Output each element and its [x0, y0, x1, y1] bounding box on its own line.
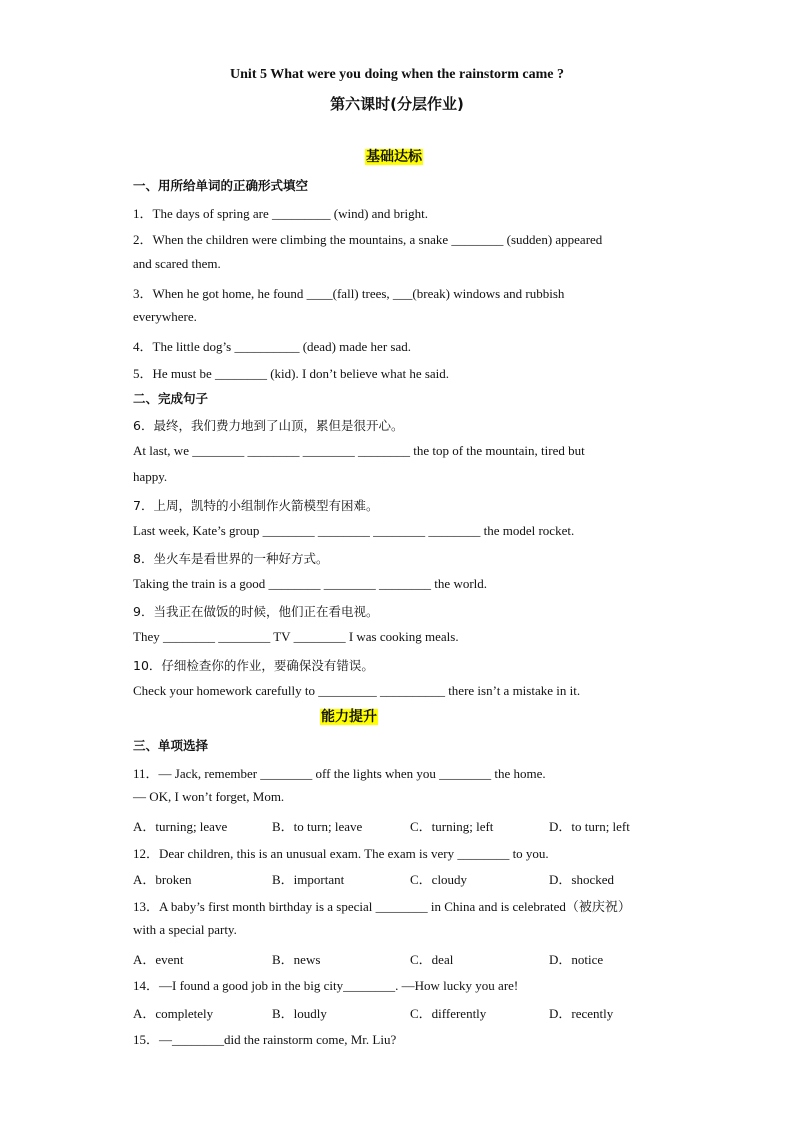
question-8: Taking the train is a good ________ ________ ________ the world. [133, 576, 488, 591]
question-2-cont: and scared them. [133, 256, 221, 271]
question-11: 11．— Jack, remember ________ off the lights when you ________ the home. [133, 766, 546, 781]
question-13-options [0, 949, 794, 967]
option-a[interactable]: A．broken [133, 872, 192, 887]
question-13: 13．A baby’s first month birthday is a special ________ in China and is celebrated（被庆祝） [133, 899, 631, 914]
question-6-cont: happy. [133, 469, 168, 484]
section-badge-advanced [320, 706, 378, 726]
section-heading-complete-sentences: 二、完成句子 [133, 391, 209, 406]
question-13-cont: with a special party. [133, 922, 237, 937]
document-subtitle: 第六课时(分层作业) [330, 95, 464, 113]
badge-basic-label: 基础达标 [366, 149, 422, 165]
option-a[interactable]: A．event [133, 952, 184, 967]
section-badge-basic [365, 146, 423, 166]
question-12-options [0, 869, 794, 887]
question-1: 1．The days of spring are _________ (wind) and bright. [133, 206, 428, 221]
question-14-options [0, 1003, 794, 1021]
option-a[interactable]: A．completely [133, 1006, 214, 1021]
question-4: 4．The little dog’s __________ (dead) made her sad. [133, 339, 411, 354]
option-d[interactable]: D．recently [549, 1006, 614, 1021]
section-heading-multiple-choice: 三、单项选择 [133, 738, 209, 753]
option-c[interactable]: C．turning; left [410, 819, 494, 834]
question-11-options [0, 816, 794, 834]
option-d[interactable]: D．to turn; left [549, 819, 630, 834]
question-14: 14．—I found a good job in the big city________. —How lucky you are! [133, 978, 519, 993]
question-11-cont: — OK, I won’t forget, Mom. [133, 789, 285, 804]
question-12: 12．Dear children, this is an unusual exam. The exam is very ________ to you. [133, 846, 549, 861]
question-2: 2．When the children were climbing the mountains, a snake ________ (sudden) appeared [133, 232, 603, 247]
option-a[interactable]: A．turning; leave [133, 819, 228, 834]
option-b[interactable]: B．loudly [272, 1006, 327, 1021]
document-title: Unit 5 What were you doing when the rainstorm came ? [230, 67, 564, 82]
option-c[interactable]: C．cloudy [410, 872, 468, 887]
option-d[interactable]: D．notice [549, 952, 604, 967]
question-6: At last, we ________ ________ ________ ________ the top of the mountain, tired but [133, 443, 585, 458]
badge-advanced-label: 能力提升 [321, 709, 377, 725]
question-3: 3．When he got home, he found ____(fall) trees, ___(break) windows and rubbish [133, 286, 565, 301]
option-c[interactable]: C．deal [410, 952, 454, 967]
question-10-chinese: 10．仔细检查你的作业，要确保没有错误。 [133, 658, 374, 673]
option-b[interactable]: B．news [272, 952, 321, 967]
question-6-chinese: 6．最终，我们费力地到了山顶，累但是很开心。 [133, 418, 404, 433]
question-3-cont: everywhere. [133, 309, 197, 324]
question-8-chinese: 8．坐火车是看世界的一种好方式。 [133, 551, 329, 566]
question-15: 15．—________did the rainstorm come, Mr. Liu? [133, 1032, 397, 1047]
option-d[interactable]: D．shocked [549, 872, 614, 887]
question-9-chinese: 9．当我正在做饭的时候，他们正在看电视。 [133, 604, 379, 619]
option-b[interactable]: B．to turn; leave [272, 819, 363, 834]
question-5: 5．He must be ________ (kid). I don’t believe what he said. [133, 366, 450, 381]
section-heading-fill-blank: 一、用所给单词的正确形式填空 [133, 178, 309, 193]
question-7-chinese: 7．上周，凯特的小组制作火箭模型有困难。 [133, 498, 379, 513]
question-9: They ________ ________ TV ________ I was cooking meals. [133, 629, 459, 644]
question-10: Check your homework carefully to _________ __________ there isn’t a mistake in it. [133, 683, 581, 698]
option-b[interactable]: B．important [272, 872, 345, 887]
option-c[interactable]: C．differently [410, 1006, 487, 1021]
question-7: Last week, Kate’s group ________ ________ ________ ________ the model rocket. [133, 523, 575, 538]
